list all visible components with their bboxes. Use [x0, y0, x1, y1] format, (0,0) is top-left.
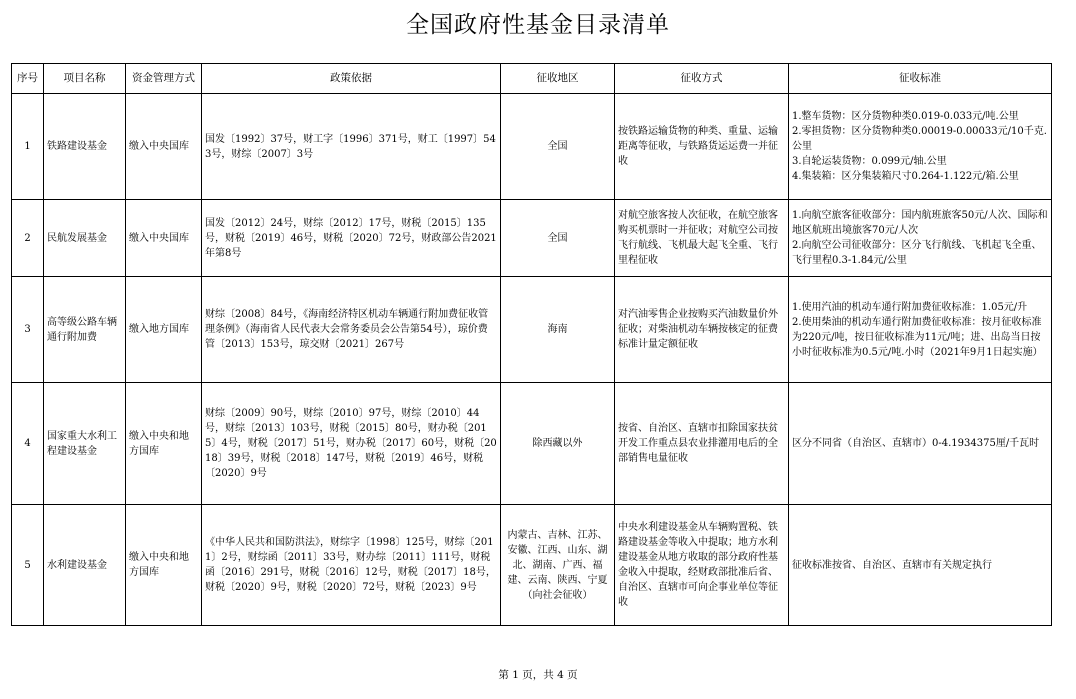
standard-line: 2.向航空公司征收部分：区分飞行航线、飞机起飞全重、飞行里程0.3-1.84元/公里	[792, 240, 1042, 266]
standard-line: 2.使用柴油的机动车通行附加费征收标准：按月征收标准为220元/吨，按日征收标准为11元/吨；进、出岛当日按小时征收标准为0.5元/吨.小时（2021年9月1日起实施）	[792, 316, 1043, 358]
table-row	[12, 505, 1052, 626]
cell-no: 4	[12, 383, 44, 505]
header-region: 征收地区	[501, 64, 615, 94]
cell-name: 民航发展基金	[44, 200, 126, 277]
cell-mgmt: 缴入中央和地方国库	[126, 505, 202, 626]
table-row	[12, 383, 1052, 505]
standard-line: 4.集装箱：区分集装箱尺寸0.264-1.122元/箱.公里	[792, 171, 1019, 182]
cell-region: 除西藏以外	[501, 383, 615, 505]
cell-standard	[789, 94, 1052, 200]
cell-mgmt: 缴入中央国库	[126, 200, 202, 277]
table-row	[12, 277, 1052, 383]
page-title: 全国政府性基金目录清单	[406, 12, 670, 38]
cell-standard	[789, 200, 1052, 277]
standard-line: 区分不同省（自治区、直辖市）0-4.1934375厘/千瓦时	[792, 438, 1040, 449]
cell-policy: 《中华人民共和国防洪法》，财综字〔1998〕125号，财综〔2011〕2号，财综函〔2011〕33号，财办综〔2011〕111号，财税函〔2016〕291号，财税〔2016〕12号，财税〔2017〕18号，财税〔2020〕9号，财税〔2020〕72号，财税〔2023〕9号	[202, 505, 501, 626]
header-method: 征收方式	[615, 64, 789, 94]
cell-method: 对汽油零售企业按购买汽油数量价外征收；对柴油机动车辆按核定的征费标准计量定额征收	[615, 277, 789, 383]
cell-policy: 财综〔2008〕84号，《海南经济特区机动车辆通行附加费征收管理条例》（海南省人民代表大会常务委员会公告第54号），琼价费管〔2013〕153号，琼交财〔2021〕267号	[202, 277, 501, 383]
cell-method: 中央水利建设基金从车辆购置税、铁路建设基金等收入中提取；地方水利建设基金从地方收取的部分政府性基金收入中提取，经财政部批准后省、自治区、直辖市可向企事业单位等征收	[615, 505, 789, 626]
page-footer: 第 1 页，共 4 页	[498, 669, 578, 681]
cell-mgmt: 缴入地方国库	[126, 277, 202, 383]
standard-line: 3.自轮运装货物：0.099元/轴.公里	[792, 156, 947, 167]
cell-mgmt: 缴入中央国库	[126, 94, 202, 200]
cell-policy: 国发〔2012〕24号，财综〔2012〕17号，财税〔2015〕135号，财税〔2019〕46号，财税〔2020〕72号，财政部公告2021年第8号	[202, 200, 501, 277]
header-no: 序号	[12, 64, 44, 94]
header-standard: 征收标准	[789, 64, 1052, 94]
standard-line: 1.整车货物：区分货物种类0.019-0.033元/吨.公里	[792, 111, 1019, 122]
cell-standard	[789, 505, 1052, 626]
cell-policy: 财综〔2009〕90号，财综〔2010〕97号，财综〔2010〕44号，财综〔2013〕103号，财税〔2015〕80号，财办税〔2015〕4号，财税〔2017〕51号，财办税〔2017〕60号，财税〔2018〕39号，财税〔2018〕147号，财税〔2019〕46号，财税〔2020〕9号	[202, 383, 501, 505]
cell-name: 水利建设基金	[44, 505, 126, 626]
cell-standard	[789, 383, 1052, 505]
cell-no: 2	[12, 200, 44, 277]
table-header-row	[12, 64, 1052, 94]
header-policy: 政策依据	[202, 64, 501, 94]
header-mgmt: 资金管理方式	[126, 64, 202, 94]
cell-name: 国家重大水利工程建设基金	[44, 383, 126, 505]
cell-method: 对航空旅客按人次征收，在航空旅客购买机票时一并征收；对航空公司按飞行航线、飞机最大起飞全重、飞行里程征收	[615, 200, 789, 277]
table-row	[12, 200, 1052, 277]
cell-standard	[789, 277, 1052, 383]
cell-region: 内蒙古、吉林、江苏、安徽、江西、山东、湖北、湖南、广西、福建、云南、陕西、宁夏（向社会征收）	[501, 505, 615, 626]
cell-region: 海南	[501, 277, 615, 383]
standard-line: 1.使用汽油的机动车通行附加费征收标准：1.05元/升	[792, 301, 1028, 313]
header-name: 项目名称	[44, 64, 126, 94]
cell-method: 按省、自治区、直辖市扣除国家扶贫开发工作重点县农业排灌用电后的全部销售电量征收	[615, 383, 789, 505]
fund-table	[11, 63, 1052, 626]
cell-name: 铁路建设基金	[44, 94, 126, 200]
cell-name: 高等级公路车辆通行附加费	[44, 277, 126, 383]
cell-region: 全国	[501, 200, 615, 277]
standard-line: 征收标准按省、自治区、直辖市有关规定执行	[792, 559, 992, 571]
cell-region: 全国	[501, 94, 615, 200]
cell-no: 3	[12, 277, 44, 383]
table-row	[12, 94, 1052, 200]
cell-no: 1	[12, 94, 44, 200]
cell-no: 5	[12, 505, 44, 626]
standard-line: 2.零担货物：区分货物种类0.00019-0.00033元/10千克.公里	[792, 126, 1047, 152]
cell-method: 按铁路运输货物的种类、重量、运输距离等征收，与铁路货运运费一并征收	[615, 94, 789, 200]
standard-line: 1.向航空旅客征收部分：国内航班旅客50元/人次、国际和地区航班出境旅客70元/人次	[792, 210, 1048, 236]
cell-policy: 国发〔1992〕37号，财工字〔1996〕371号，财工〔1997〕543号，财综〔2007〕3号	[202, 94, 501, 200]
cell-mgmt: 缴入中央和地方国库	[126, 383, 202, 505]
